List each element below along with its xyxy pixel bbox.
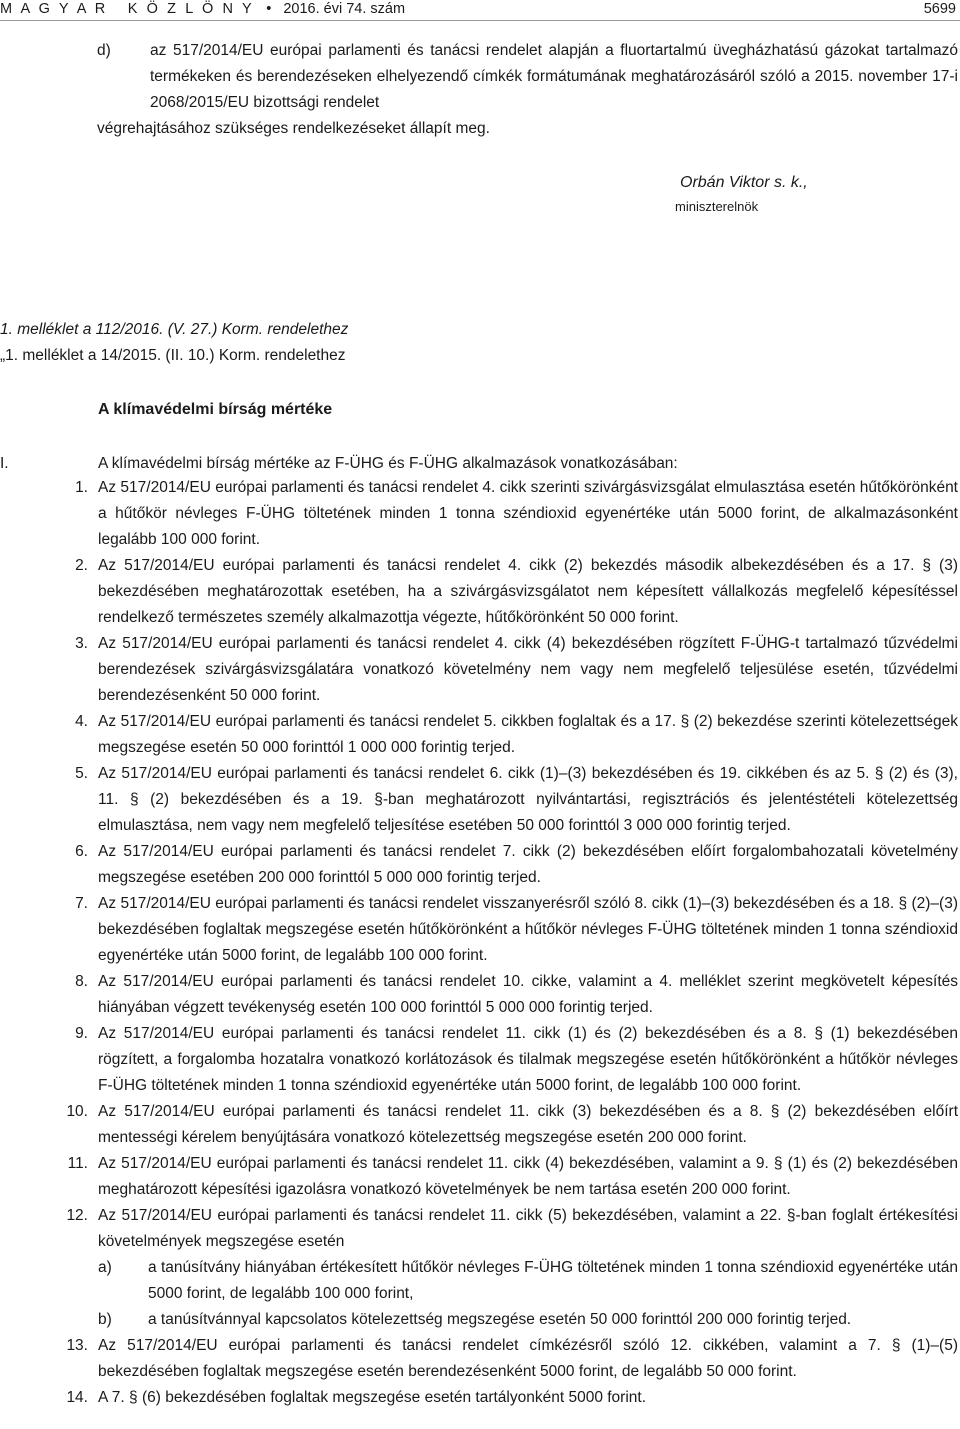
list-item	[0, 631, 960, 709]
list-item-number: 11.	[67, 1155, 88, 1172]
list-item-text: A 7. § (6) bekezdésében foglaltak megszegése esetén tartályonként 5000 forint.	[98, 1389, 647, 1406]
list-item-text: Az 517/2014/EU európai parlamenti és tanácsi rendelet 4. cikk szerinti szivárgásvizsgálat elmulasztása esetén hűtőkörönként a hűtőkör névleges F-ÜHG töltetének minden 1 tonna széndioxid egyenértéke után 5000 forint, de alkalmazásonként legalább 100 000 forint.	[98, 479, 958, 548]
list-item	[0, 761, 960, 839]
sub-item-text: a tanúsítvány hiányában értékesített hűtőkör névleges F-ÜHG töltetének minden 1 tonna széndioxid egyenértéke után 5000 forint, de legalább 100 000 forint,	[148, 1259, 958, 1302]
list-item-number: 14.	[66, 1389, 88, 1406]
sub-item-text: a tanúsítvánnyal kapcsolatos kötelezettség megszegése esetén 50 000 forinttól 200 000 forintig terjed.	[148, 1311, 852, 1328]
list-item-body	[98, 1151, 958, 1203]
list-item-body	[98, 475, 958, 553]
page-header	[0, 0, 960, 22]
list-item	[0, 1099, 960, 1151]
intro-label: d)	[97, 42, 111, 59]
list-item-text: Az 517/2014/EU európai parlamenti és tanácsi rendelet 5. cikkben foglaltak és a 17. § (2) bekezdése szerinti kötelezettségek megszegése esetén 50 000 forinttól 1 000 000 forintig terjed.	[98, 713, 958, 756]
list-item	[0, 1021, 960, 1099]
list-item-number: 13.	[66, 1337, 88, 1354]
list-item-body	[98, 839, 958, 891]
sub-item-label: a)	[98, 1259, 112, 1276]
sub-item	[98, 1255, 958, 1307]
list-item-body	[98, 1333, 958, 1385]
list-item-body	[98, 553, 958, 631]
page-number: 5699	[923, 1, 956, 17]
list-item-text: Az 517/2014/EU európai parlamenti és tanácsi rendelet 4. cikk (2) bekezdés második albekezdésében és a 17. § (3) bekezdésében meghatározottak esetében, ha a szivárgásvizsgálatot nem képesített vállalkozás megfelelő képesítéssel rendelkező természetes személy alkalmazottja végezte, hűtőkörönként 50 000 forint.	[98, 557, 958, 626]
list-item	[0, 969, 960, 1021]
list-item-number: 6.	[75, 843, 88, 860]
list-item-body	[98, 631, 958, 709]
list-item	[0, 1333, 960, 1385]
header-rule	[0, 20, 960, 21]
list-item-text: Az 517/2014/EU európai parlamenti és tanácsi rendelet 11. cikk (5) bekezdésében, valamint a 22. §-ban foglalt értékesítési követelmények megszegése esetén	[98, 1207, 958, 1250]
list-item-text: Az 517/2014/EU európai parlamenti és tanácsi rendelet címkézésről szóló 12. cikkében, valamint a 7. § (1)–(5) bekezdésében foglaltak megszegése esetén berendezésenként 5000 forint, de legalább 50 000 forint.	[98, 1337, 958, 1380]
list-item	[0, 1385, 960, 1411]
section-heading: A klímavédelmi bírság mértéke az F-ÜHG és F-ÜHG alkalmazások vonatkozásában:	[98, 455, 678, 472]
publication-name: M A G Y A R K Ö Z L Ö N Y	[0, 1, 255, 17]
list-item-number: 2.	[75, 557, 88, 574]
sub-item-label: b)	[98, 1311, 112, 1328]
intro-continuation: végrehajtásához szükséges rendelkezéseket állapít meg.	[97, 120, 490, 137]
intro-text: az 517/2014/EU európai parlamenti és tanácsi rendelet alapján a fluortartalmú üvegházhatású gázokat tartalmazó termékeken és berendezéseken elhelyezendő címkék formátumának meghatározásáról szóló a 2015. november 17-i 2068/2015/EU bizottsági rendelet	[150, 42, 958, 111]
list-item-text: Az 517/2014/EU európai parlamenti és tanácsi rendelet 7. cikk (2) bekezdésében előírt forgalombahozatali követelmény megszegése esetében 200 000 forinttól 5 000 000 forintig terjed.	[98, 843, 958, 886]
list-item-body	[98, 891, 958, 969]
list-item-number: 1.	[75, 479, 88, 496]
list-item-number: 9.	[75, 1025, 88, 1042]
list-item-body	[98, 761, 958, 839]
list-item-number: 8.	[75, 973, 88, 990]
list-item-text: Az 517/2014/EU európai parlamenti és tanácsi rendelet visszanyerésről szóló 8. cikk (1)–(3) bekezdésében és a 18. § (2)–(3) bekezdésében foglaltak megszegése esetén hűtőkörönként a hűtőkör névleges F-ÜHG töltetének minden 1 tonna széndioxid egyenértéke után 5000 forint, de legalább 100 000 forint.	[98, 895, 958, 964]
list-item	[0, 553, 960, 631]
header-left	[0, 0, 405, 19]
sub-item	[98, 1307, 958, 1333]
list-item	[0, 709, 960, 761]
list-item	[0, 475, 960, 553]
list-item-body	[98, 1385, 958, 1411]
list-item-number: 5.	[75, 765, 88, 782]
list-item-text: Az 517/2014/EU európai parlamenti és tanácsi rendelet 11. cikk (4) bekezdésében, valamint a 9. § (1) és (2) bekezdésében meghatározott képesítési igazolásra vonatkozó követelmények be nem tartása esetén 200 000 forint.	[98, 1155, 958, 1198]
list-item	[0, 839, 960, 891]
header-bullet: •	[266, 1, 272, 17]
list-item-text: Az 517/2014/EU európai parlamenti és tanácsi rendelet 10. cikke, valamint a 4. melléklet szerint megkövetelt képesítés hiányában végzett tevékenység esetén 100 000 forinttól 5 000 000 forintig terjed.	[98, 973, 958, 1016]
list-item-number: 12.	[66, 1207, 88, 1224]
list-item-text: Az 517/2014/EU európai parlamenti és tanácsi rendelet 6. cikk (1)–(3) bekezdésében és 19. cikkében és az 5. § (2) és (3), 11. § (2) bekezdésében és a 19. §-ban meghatározott nyilvántartási, regisztrációs és jelentéstételi kötelezettség elmulasztása, nem vagy nem megfelelő teljesítése esetében 50 000 forinttól 3 000 000 forintig terjed.	[98, 765, 958, 834]
signature-name: Orbán Viktor s. k.,	[680, 174, 808, 191]
list-item	[0, 1151, 960, 1203]
list-item-body	[98, 1099, 958, 1151]
annex-reference: 1. melléklet a 112/2016. (V. 27.) Korm. rendelethez	[0, 321, 349, 338]
list-item-text: Az 517/2014/EU európai parlamenti és tanácsi rendelet 4. cikk (4) bekezdésében rögzített F-ÜHG-t tartalmazó tűzvédelmi berendezések szivárgásvizsgálatára vonatkozó követelmény nem vagy nem megfelelő teljesülése esetén, tűzvédelmi berendezésenként 50 000 forint.	[98, 635, 958, 704]
signature-title: miniszterelnök	[675, 199, 759, 214]
list-item-number: 4.	[75, 713, 88, 730]
annex-amended-reference: „1. melléklet a 14/2015. (II. 10.) Korm. rendelethez	[0, 347, 346, 364]
penalty-list	[0, 475, 960, 1411]
list-item-body	[98, 1021, 958, 1099]
list-item	[0, 891, 960, 969]
list-item-number: 10.	[66, 1103, 88, 1120]
list-item-number: 7.	[75, 895, 88, 912]
annex-title: A klímavédelmi bírság mértéke	[98, 401, 333, 418]
list-item-number: 3.	[75, 635, 88, 652]
list-item-text: Az 517/2014/EU európai parlamenti és tanácsi rendelet 11. cikk (1) és (2) bekezdésében és a 8. § (1) bekezdésében rögzített, a forgalomba hozatalra vonatkozó korlátozások és tilalmak megszegése esetén hűtőkörönként a hűtőkör névleges F-ÜHG töltetének minden 1 tonna széndioxid egyenértéke után 5000 forint, de legalább 100 000 forint.	[98, 1025, 958, 1094]
list-item-body	[98, 709, 958, 761]
list-item-text: Az 517/2014/EU európai parlamenti és tanácsi rendelet 11. cikk (3) bekezdésében és a 8. § (2) bekezdésében előírt mentességi kérelem benyújtására vonatkozó kötelezettség megszegése esetén 200 000 forint.	[98, 1103, 958, 1146]
issue-label: 2016. évi 74. szám	[283, 1, 406, 17]
list-item-body	[98, 969, 958, 1021]
list-item	[0, 1203, 960, 1333]
section-label: I.	[0, 455, 9, 472]
list-item-body	[98, 1203, 958, 1333]
